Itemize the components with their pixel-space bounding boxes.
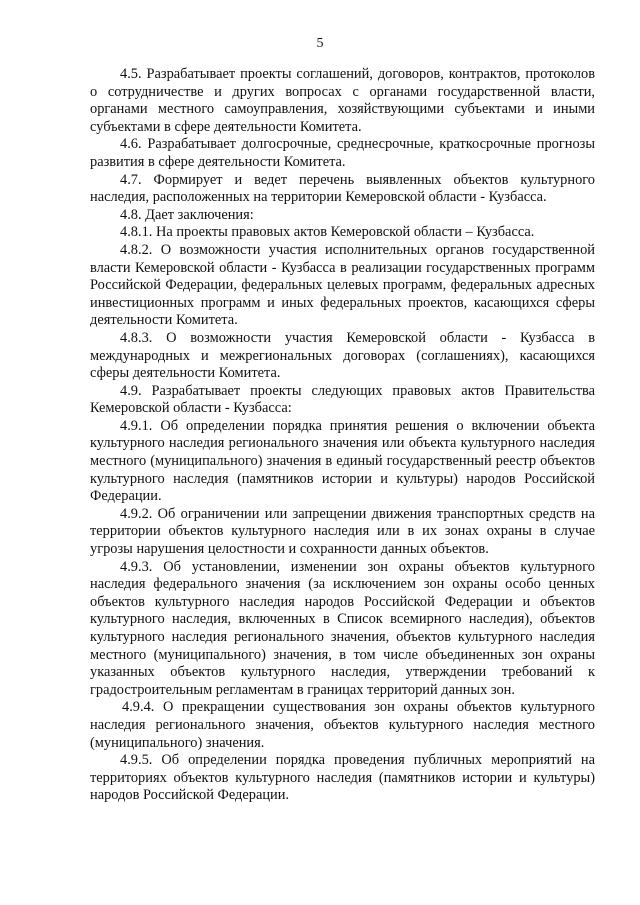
paragraph-4-7: 4.7. Формирует и ведет перечень выявленных объектов культурного наследия, расположенных на территории Кемеровской области - Кузбасса.: [90, 171, 595, 206]
paragraph-4-6: 4.6. Разрабатывает долгосрочные, среднесрочные, краткосрочные прогнозы развития в сфере деятельности Комитета.: [90, 136, 595, 170]
paragraph-4-8-3: 4.8.3. О возможности участия Кемеровской области - Кузбасса в международных и межрегиональных договорах (соглашениях), касающихся сферы деятельности Комитета.: [90, 329, 595, 382]
page-number: 5: [316, 36, 324, 51]
document-body: [90, 66, 595, 805]
paragraph-4-9-4: 4.9.4. О прекращении существования зон охраны объектов культурного наследия регионального значения, объектов культурного наследия местного (муниципального) значения.: [90, 699, 595, 751]
paragraph-4-9-2: 4.9.2. Об ограничении или запрещении движения транспортных средств на территории объектов культурного наследия или в их зонах охраны в случае угрозы нарушения целостности и сохранности данных объектов.: [90, 505, 595, 558]
paragraph-4-8-2: 4.8.2. О возможности участия исполнительных органов государственной власти Кемеровской области - Кузбасса в реализации государственных программ Российской Федерации, федеральных целевых программ, федеральных адресных инвестиционных программ и иных федеральных проектов, касающихся сферы деятельности Комитета.: [90, 241, 595, 329]
paragraph-4-5: 4.5. Разрабатывает проекты соглашений, договоров, контрактов, протоколов о сотрудничестве и других вопросах с органами государственной власти, органами местного самоуправления, хозяйствующими субъектами и иными субъектами в сфере деятельности Комитета.: [90, 66, 595, 135]
paragraph-4-8: 4.8. Дает заключения:: [120, 206, 254, 223]
paragraph-4-9-5: 4.9.5. Об определении порядка проведения публичных мероприятий на территориях объектов культурного наследия (памятников истории и культуры) народов Российской Федерации.: [90, 752, 595, 804]
paragraph-4-8-1: 4.8.1. На проекты правовых актов Кемеровской области – Кузбасса.: [120, 224, 535, 241]
paragraph-4-9-3: 4.9.3. Об установлении, изменении зон охраны объектов культурного наследия федерального значения (за исключением зон охраны особо ценных объектов культурного наследия народов Российской Федерации и объектов культурного наследия, включенных в Список всемирного наследия), объектов культурного наследия регионального значения, объектов культурного наследия местного (муниципального) значения, в том числе объединенных зон охраны указанных объектов культурного наследия, утверждении требований к градостроительным регламентам в границах территорий данных зон.: [90, 558, 595, 698]
paragraph-4-9-1: 4.9.1. Об определении порядка принятия решения о включении объекта культурного наследия регионального значения или объекта культурного наследия местного (муниципального) значения в единый государственный реестр объектов культурного наследия (памятников истории и культуры) народов Российской Федерации.: [90, 417, 595, 505]
paragraph-4-9: 4.9. Разрабатывает проекты следующих правовых актов Правительства Кемеровской области - Кузбасса:: [90, 382, 595, 417]
